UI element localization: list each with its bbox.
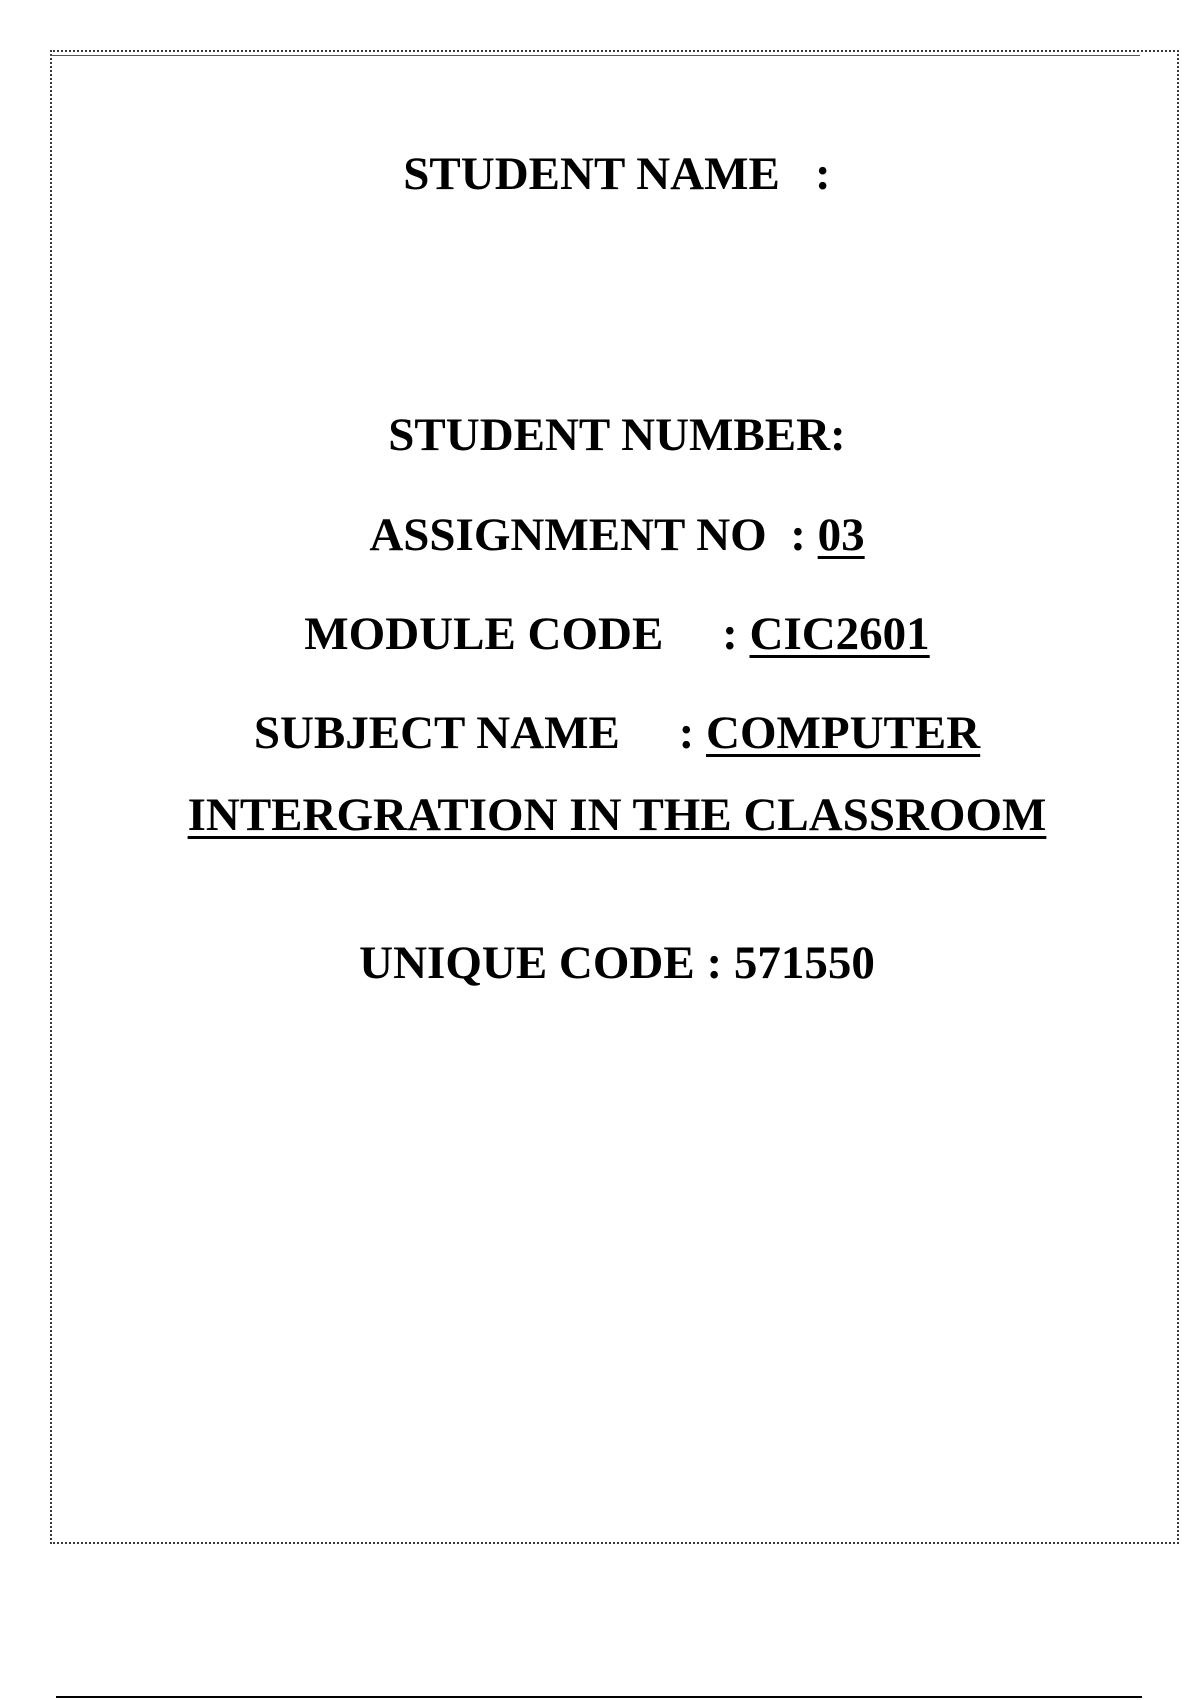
student-name-label: STUDENT NAME — [403, 148, 780, 200]
unique-code-line — [0, 935, 1200, 991]
bottom-rule — [56, 1696, 1142, 1698]
subject-name-value-1: COMPUTER — [706, 707, 981, 759]
unique-code-value: 571550 — [733, 937, 875, 989]
subject-name-value-2: INTERGRATION IN THE CLASSROOM — [187, 789, 1047, 841]
student-number-line — [0, 407, 1200, 463]
module-code-label: MODULE CODE : — [304, 608, 750, 660]
unique-code-label: UNIQUE CODE : — [359, 937, 734, 989]
subject-name-line — [0, 705, 1200, 761]
module-code-value: CIC2601 — [749, 608, 930, 660]
frame-top-divider — [50, 55, 1140, 56]
student-number-label: STUDENT NUMBER: — [388, 409, 846, 461]
assignment-line — [0, 507, 1200, 563]
subject-name-label: SUBJECT NAME : — [253, 707, 707, 759]
subject-name-continuation — [0, 787, 1200, 843]
assignment-label: ASSIGNMENT NO : — [369, 509, 818, 561]
module-code-line — [0, 606, 1200, 662]
assignment-value: 03 — [817, 509, 865, 561]
student-name-line — [0, 146, 1200, 202]
student-name-separator: : — [779, 148, 831, 200]
